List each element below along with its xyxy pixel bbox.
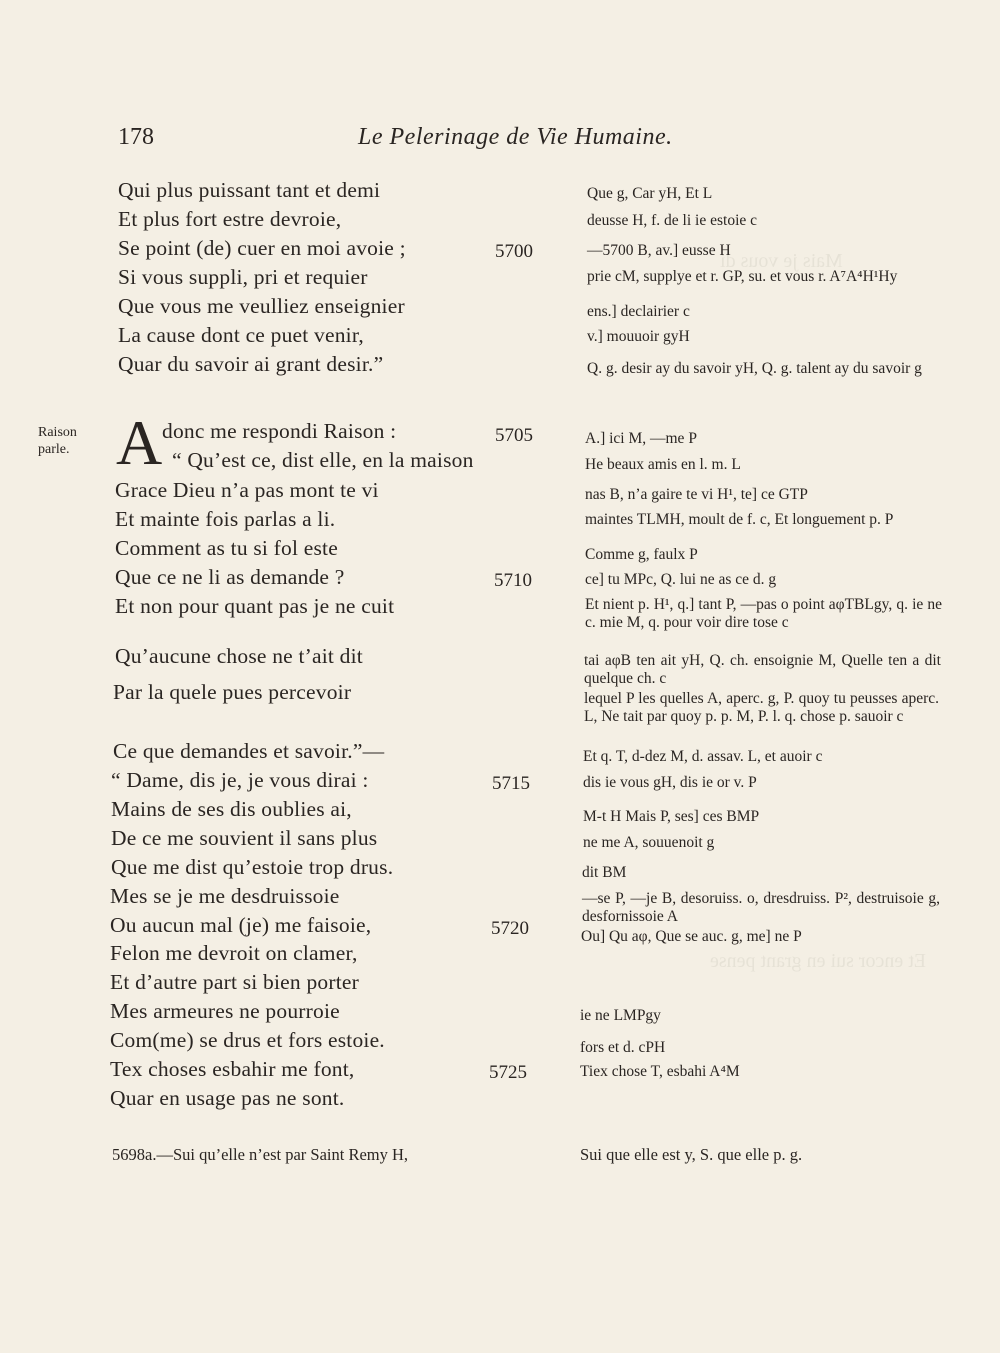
show-through: Et encor sui en grant pense xyxy=(710,950,927,972)
variant-reading: fors et d. cPH xyxy=(580,1039,666,1056)
verse-line: Mes se je me desdruissoie xyxy=(110,884,340,908)
verse-line: “ Dame, dis je, je vous dirai : xyxy=(111,768,369,792)
verse-line: Si vous suppli, pri et requier xyxy=(118,265,368,289)
verse-line: Ou aucun mal (je) me faisoie, xyxy=(110,913,372,937)
variant-reading: ce] tu MPc, Q. lui ne as ce d. g xyxy=(585,571,777,588)
variant-reading: M-t H Mais P, ses] ces BMP xyxy=(583,808,760,825)
drop-cap: A xyxy=(116,407,163,478)
variant-reading: He beaux amis en l. m. L xyxy=(585,456,741,473)
verse-line: Par la quele pues percevoir xyxy=(113,680,352,704)
variant-reading: dit BM xyxy=(582,864,627,881)
variant-reading: A.] ici M, —me P xyxy=(585,430,697,447)
variant-reading: dis ie vous gH, dis ie or v. P xyxy=(583,774,757,791)
running-title: Le Pelerinage de Vie Humaine. xyxy=(358,124,673,150)
verse-line: Qui plus puissant tant et demi xyxy=(118,178,381,202)
variant-reading: nas B, n’a gaire te vi H¹, te] ce GTP xyxy=(585,486,808,503)
variant-reading: Tiex chose T, esbahi A⁴M xyxy=(580,1063,740,1080)
variant-reading: lequel P les quelles A, aperc. g, P. quoy tu peusses aperc. L, Ne tait par quoy p. p. M, P. l. q. chose p. sauoir c xyxy=(584,690,939,725)
variant-reading: maintes TLMH, moult de f. c, Et longuement p. P xyxy=(585,511,894,528)
variant-reading: Que g, Car yH, Et L xyxy=(587,185,713,202)
verse-line: Felon me devroit on clamer, xyxy=(110,941,358,965)
verse-line: donc me respondi Raison : xyxy=(162,419,397,443)
verse-line: Et plus fort estre devroie, xyxy=(118,207,342,231)
verse-line: Et mainte fois parlas a li. xyxy=(115,507,336,531)
page-number: 178 xyxy=(118,124,154,150)
verse-line: Ce que demandes et savoir.”— xyxy=(113,739,385,763)
variant-reading: ne me A, souuenoit g xyxy=(583,834,715,851)
footnote-right: Sui que elle est y, S. que elle p. g. xyxy=(580,1145,803,1164)
verse-line: Quar en usage pas ne sont. xyxy=(110,1086,345,1110)
verse-line: Et d’autre part si bien porter xyxy=(110,970,359,994)
line-number: 5700 xyxy=(495,241,533,262)
variant-reading: ens.] declairier c xyxy=(587,303,690,320)
verse-line: Quar du savoir ai grant desir.” xyxy=(118,352,384,376)
variant-reading: prie cM, supplye et r. GP, su. et vous r. A⁷A⁴H¹Hy xyxy=(587,268,898,285)
verse-line: “ Qu’est ce, dist elle, en la maison xyxy=(172,448,474,472)
variant-reading: v.] mouuoir gyH xyxy=(587,328,690,345)
verse-line: Com(me) se drus et fors estoie. xyxy=(110,1028,385,1052)
verse-line: Qu’aucune chose ne t’ait dit xyxy=(115,644,363,668)
verse-line: Se point (de) cuer en moi avoie ; xyxy=(118,236,406,260)
variant-reading: Et q. T, d-dez M, d. assav. L, et auoir c xyxy=(583,748,823,765)
verse-line: Que me dist qu’estoie trop drus. xyxy=(111,855,394,879)
verse-line: Comment as tu si fol este xyxy=(115,536,338,560)
verse-line: Mes armeures ne pourroie xyxy=(110,999,340,1023)
verse-line: La cause dont ce puet venir, xyxy=(118,323,364,347)
verse-line: Que ce ne li as demande ? xyxy=(115,565,345,589)
variant-reading: deusse H, f. de li ie estoie c xyxy=(587,212,758,229)
margin-note: Raison parle. xyxy=(38,425,77,457)
footnote-left: 5698a.—Sui qu’elle n’est par Saint Remy H, xyxy=(112,1145,409,1164)
verse-line: Grace Dieu n’a pas mont te vi xyxy=(115,478,379,502)
line-number: 5705 xyxy=(495,425,533,446)
variant-reading: tai aφB ten ait yH, Q. ch. ensoignie M, Quelle ten a dit quelque ch. c xyxy=(584,652,941,687)
verse-line: Tex choses esbahir me font, xyxy=(110,1057,355,1081)
line-number: 5725 xyxy=(489,1062,527,1083)
line-number: 5720 xyxy=(491,918,529,939)
verse-line: Mains de ses dis oublies ai, xyxy=(111,797,352,821)
line-number: 5715 xyxy=(492,773,530,794)
verse-line: Que vous me veulliez enseignier xyxy=(118,294,405,318)
verse-line: Et non pour quant pas je ne cuit xyxy=(115,594,395,618)
variant-reading: Et nient p. H¹, q.] tant P, —pas o point aφTBLgy, q. ie ne c. mie M, q. pour voir dire tose c xyxy=(585,596,942,631)
variant-reading: Ou] Qu aφ, Que se auc. g, me] ne P xyxy=(581,928,802,945)
line-number: 5710 xyxy=(494,570,532,591)
variant-reading: Q. g. desir ay du savoir yH, Q. g. talent ay du savoir g xyxy=(587,360,922,377)
variant-reading: ie ne LMPgy xyxy=(580,1007,661,1024)
variant-reading: Comme g, faulx P xyxy=(585,546,698,563)
variant-reading: —se P, —je B, desoruiss. o, dresdruiss. P², destruisoie g, desfornissoie A xyxy=(582,890,940,925)
variant-reading: —5700 B, av.] eusse H xyxy=(587,242,731,259)
show-through: Mais je vous di xyxy=(720,250,843,272)
verse-line: De ce me souvient il sans plus xyxy=(111,826,378,850)
